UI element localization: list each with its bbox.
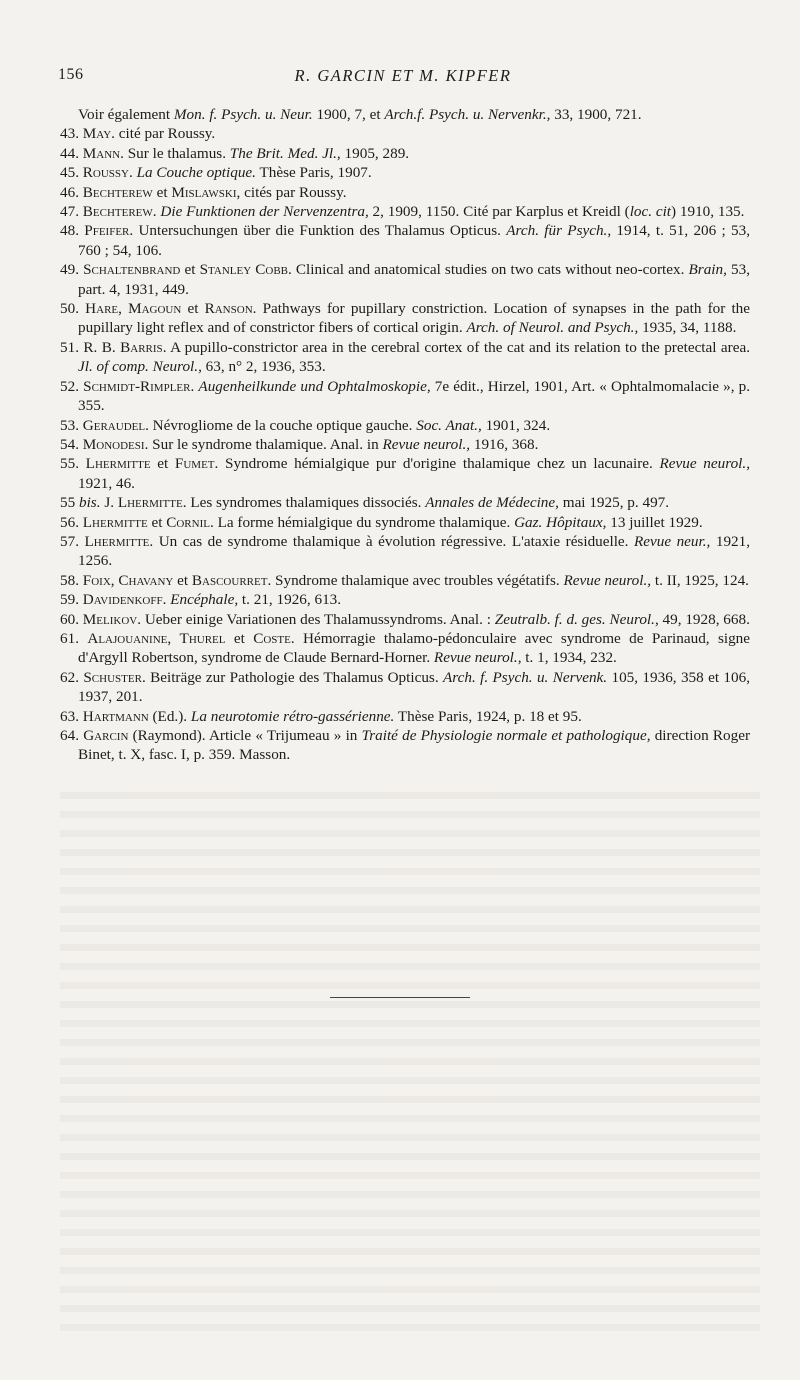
page-number: 156 [58,66,84,83]
reference-item [60,590,750,609]
reference-author: Lhermitte [117,494,183,512]
reference-item [60,299,750,338]
reference-author: R. B. Barris [83,338,163,356]
reference-number: 50. [60,300,86,318]
reference-author: Lhermitte [84,532,150,550]
reference-item [60,629,750,668]
reference-source: Encéphale, [170,591,239,609]
reference-source: Gaz. Hôpitaux, [514,513,607,531]
reference-number: 64. [60,727,84,744]
reference-text: Voir également [78,106,174,123]
reference-text: . Névrogliome de la couche optique gauche. [145,416,417,434]
reference-author: Fumet [174,455,215,473]
reference-text: t. 21, 1926, 613. [238,591,342,609]
reference-item [60,707,750,726]
reference-text: 2, 1909, 1150. Cité par Karplus et Kreidl ( [368,203,630,221]
reference-text: . Syndrome thalamique avec troubles végétatifs. [267,571,564,589]
reference-source: Augenheilkunde und Ophtalmoskopie, [198,377,431,395]
reference-author: Magoun [128,300,182,318]
reference-source: Revue neurol., [433,649,522,667]
reference-item [60,435,750,454]
reference-number: 63. [60,707,83,725]
reference-source: Soc. Anat., [416,416,482,434]
reference-text: direction Roger Binet, t. X, fasc. I, p. 359. Masson. [78,727,751,764]
reference-author: Pfeifer [84,222,130,240]
reference-text: J. [100,494,118,512]
reference-text: . Sur le thalamus. [120,144,230,162]
reference-author: Geraudel [82,416,146,434]
reference-text: et [173,571,192,589]
reference-source: Zeutralb. f. d. ges. Neurol., [494,610,659,628]
reference-author: Alajouanine [87,629,168,647]
reference-item [60,260,750,299]
page-header [58,66,748,90]
reference-list [60,105,750,765]
reference-author: Lhermitte [82,513,148,531]
reference-number: 43. [60,125,83,143]
reference-source: Arch. f. Psych. u. Nervenk. [443,668,608,686]
reference-item [60,454,750,493]
reference-text: Thèse Paris, 1924, p. 18 et 95. [394,707,582,725]
reference-number: 58. [60,571,83,589]
reference-item [60,183,750,202]
reference-item [60,610,750,629]
reference-text: et [181,300,205,318]
reference-number: 49. [60,261,84,279]
reference-text: 1900, 7, et [312,106,385,123]
reference-number: 56. [60,513,83,531]
reference-text: 1921, 1256. [78,532,751,570]
reference-number: 53. [60,416,83,434]
reference-number: 45. [60,164,83,182]
reference-text: 105, 1936, 358 et 106, 1937, 201. [78,668,751,706]
reference-author: Monodesi [82,435,145,453]
reference-author: Bascourret [191,571,268,589]
reference-text: . Syndrome hémialgique pur d'origine thalamique chez un lacunaire. [214,455,660,473]
end-rule [330,997,470,998]
reference-text: . [190,377,199,395]
reference-item [60,163,750,182]
reference-text: . Hémorragie thalamo-pédonculaire avec syndrome de Parinaud, signe d'Argyll Robertson, syndrome de Claude Bernard-Horner. [78,629,751,667]
running-title: R. GARCIN ET M. KIPFER [294,66,512,85]
reference-source: Traité de Physiologie normale et pathologique, [361,727,651,744]
reference-text: 1914, t. 51, 206 ; 53, 760 ; 54, 106. [78,222,750,259]
reference-source: Annales de Médecine, [425,494,559,512]
reference-author: Roussy [82,164,129,182]
reference-author: May [82,125,112,143]
reference-text: ) 1910, 135. [671,203,745,221]
reference-item [60,571,750,590]
reference-source: The Brit. Med. Jl., [229,144,341,162]
reference-text: . [152,203,161,221]
reference-source: bis. [78,494,101,512]
reference-source: Revue neur., [633,532,711,550]
reference-text: . [162,591,171,609]
reference-source: Revue neurol., [659,455,750,473]
reference-author: Thurel [179,629,226,647]
reference-author: Schaltenbrand [83,261,181,279]
reference-text: . Pathways for pupillary constriction. Location of synapses in the path for the pupillary light reflex and of constrictor fibers of cortical origin. [78,300,751,337]
reference-text: 13 juillet 1929. [606,513,703,531]
reference-text: 1905, 289. [340,144,410,162]
reference-text: , [118,300,129,318]
reference-number: 48. [60,222,85,240]
reference-source: Arch. für Psych., [506,222,612,240]
reference-author: Mislawski [171,183,237,201]
reference-text: (Raymond). Article « Trijumeau » in [128,727,362,744]
reference-text: et [150,455,175,473]
reference-number: 55. [60,455,86,473]
reference-author: Schuster [83,668,142,686]
reference-text: . Un cas de syndrome thalamique à évolution régressive. L'ataxie résiduelle. [149,532,634,550]
reference-source: Brain, [688,261,727,279]
reference-number: 60. [60,610,83,628]
reference-source: Arch.f. Psych. u. Nervenkr., [384,106,551,123]
reference-text: 49, 1928, 668. [658,610,750,628]
reference-text: . Untersuchungen über die Funktion des Thalamus Opticus. [129,222,507,240]
reference-source: loc. cit [629,203,672,221]
reference-text: 1916, 368. [470,435,539,453]
reference-author: Bechterew [82,203,153,221]
reference-author: Stanley Cobb [199,261,289,279]
reference-source: Revue neurol., [563,571,652,589]
reference-text: . La forme hémialgique du syndrome thalamique. [209,513,515,531]
reference-text: (Ed.). [148,707,191,725]
reference-number: 47. [60,203,83,221]
reference-item [60,726,750,765]
reference-item [60,416,750,435]
reference-text: 1921, 46. [78,474,135,492]
reference-item [60,532,750,571]
reference-author: Melikov [82,610,138,628]
reference-source: Jl. of comp. Neurol., [78,358,202,376]
reference-text: 1901, 324. [481,416,551,434]
reference-item [60,221,750,260]
reference-text: et [180,261,200,279]
reference-text: 53, part. 4, 1931, 449. [78,261,751,298]
reference-author: Chavany [118,571,174,589]
reference-item [60,144,750,163]
reference-text: , cités par Roussy. [236,183,347,201]
reference-text: , [167,629,180,647]
reference-number: 52. [60,377,84,395]
reference-text: mai 1925, p. 497. [558,494,670,512]
reference-author: Bechterew [82,183,153,201]
reference-item [60,493,750,512]
reference-number: 54. [60,435,83,453]
reference-author: Schmidt-Rimpler [83,377,191,395]
reference-text: . cité par Roussy. [111,125,216,143]
reference-text: , [110,571,119,589]
reference-item [60,202,750,221]
reference-number: 61. [60,629,88,647]
reference-author: Mann [82,144,121,162]
reference-text: Thèse Paris, 1907. [255,164,372,182]
reference-number: 51. [60,338,84,356]
reference-author: Coste [253,629,291,647]
reference-item [60,513,750,532]
reference-author: Davidenkoff [82,591,163,609]
reference-number: 55 [60,494,79,512]
reference-text: et [225,629,254,647]
reference-number: 62. [60,668,84,686]
reference-text: 33, 1900, 721. [550,106,642,123]
reference-source: Mon. f. Psych. u. Neur. [173,106,313,123]
reference-item [60,338,750,377]
reference-text: 7e édit., Hirzel, 1901, Art. « Ophtalmomalacie », p. 355. [78,377,751,415]
reference-item [60,377,750,416]
show-through-texture [60,780,760,1340]
reference-text: . A pupillo-constrictor area in the cerebral cortex of the cat and its relation to the pretectal area. [162,338,751,356]
reference-text: t. 1, 1934, 232. [521,649,617,667]
reference-author: Hare [85,300,119,318]
reference-author: Cornil [166,513,210,531]
reference-text: et [147,513,167,531]
reference-author: Garcin [83,727,129,744]
reference-text: t. II, 1925, 124. [651,571,749,589]
reference-text: 63, n° 2, 1936, 353. [201,358,326,376]
reference-source: Revue neurol., [382,435,471,453]
reference-text: . Sur le syndrome thalamique. Anal. in [144,435,383,453]
reference-text: . Ueber einige Variationen des Thalamussyndroms. Anal. : [137,610,495,628]
reference-number: 59. [60,591,83,609]
reference-source: Die Funktionen der Nervenzentra, [160,203,369,221]
reference-source: Arch. of Neurol. and Psych., [466,319,639,337]
reference-author: Foix [82,571,111,589]
reference-text: . [128,164,137,182]
reference-author: Ranson [204,300,253,318]
reference-item [60,105,750,124]
reference-text: et [152,183,172,201]
reference-number: 57. [60,532,85,550]
reference-source: La neurotomie rétro-gassérienne. [190,707,395,725]
reference-author: Lhermitte [85,455,151,473]
reference-source: La Couche optique. [136,164,256,182]
reference-text: . Beiträge zur Pathologie des Thalamus Opticus. [141,668,444,686]
reference-text: 1935, 34, 1188. [638,319,737,337]
reference-author: Hartmann [82,707,149,725]
reference-item [60,668,750,707]
reference-item [60,124,750,143]
reference-text: . Clinical and anatomical studies on two cats without neo-cortex. [288,261,689,279]
reference-number: 46. [60,183,83,201]
reference-text: . Les syndromes thalamiques dissociés. [182,494,426,512]
reference-number: 44. [60,144,83,162]
